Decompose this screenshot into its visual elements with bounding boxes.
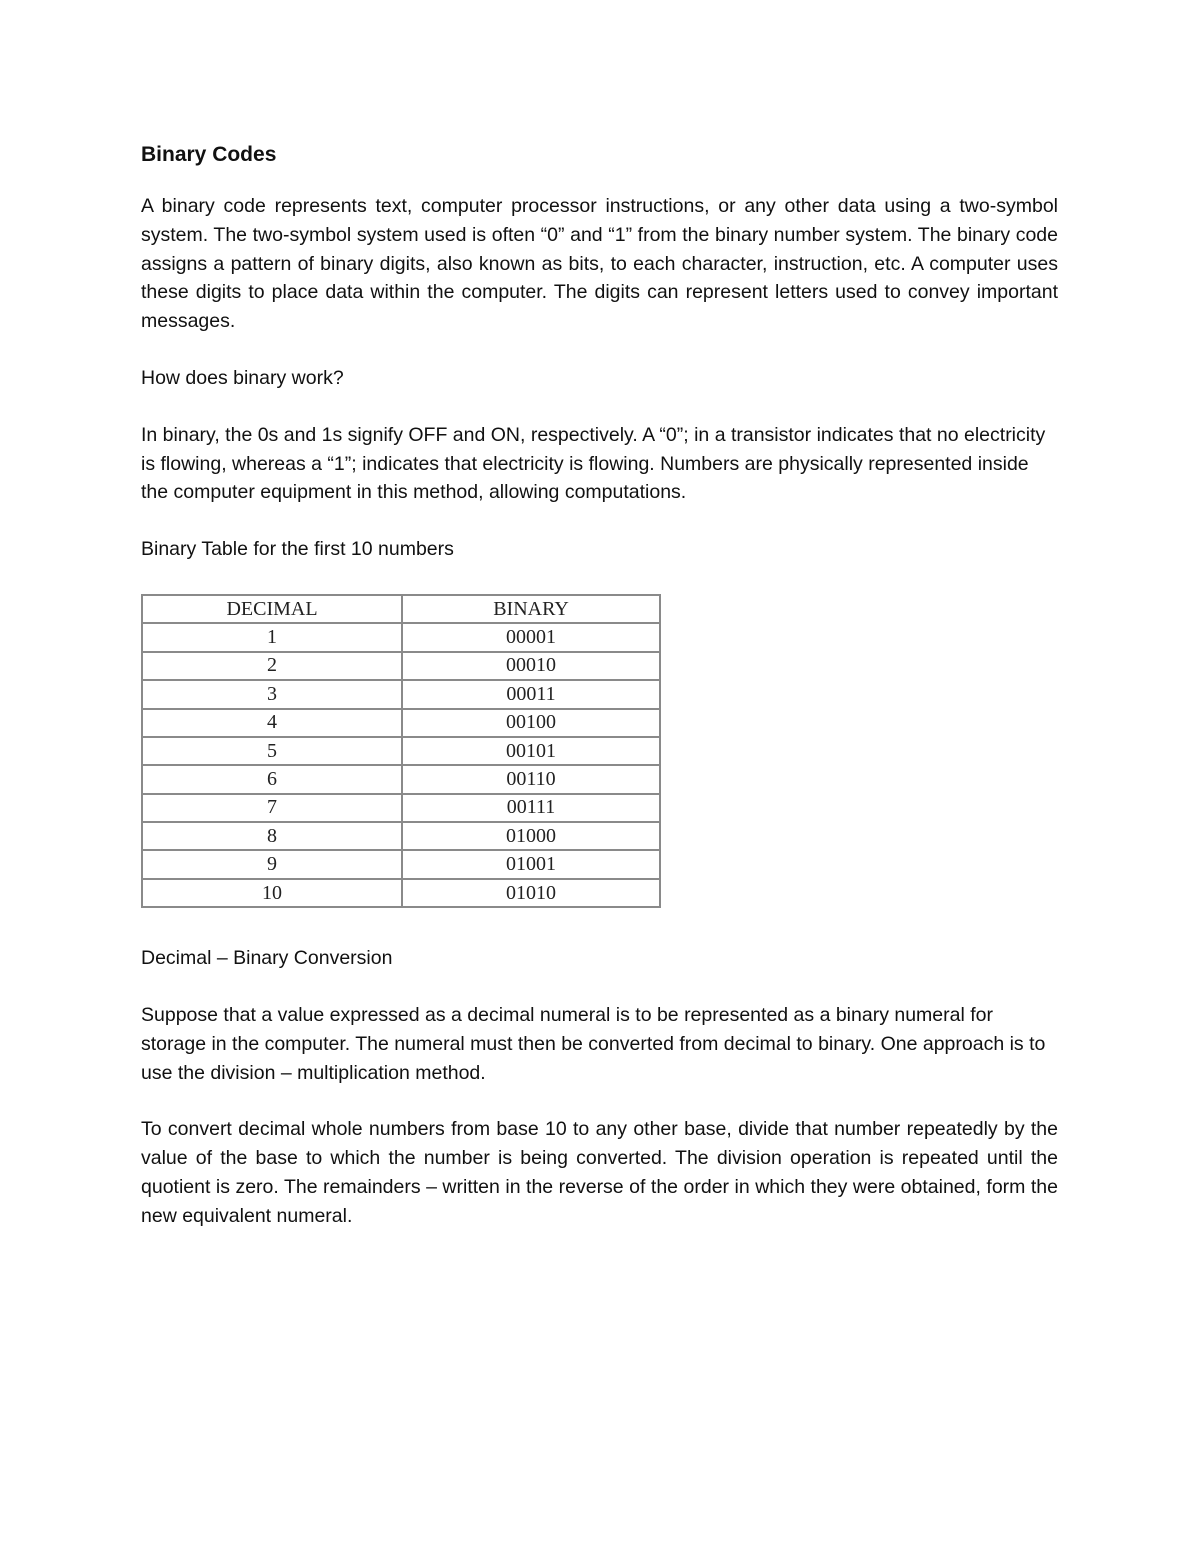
conversion-paragraph-2: To convert decimal whole numbers from base 10 to any other base, divide that number repeatedly by the value of the base to which the number is being converted. The division operation is repeated until the quotient is zero. The remainders – written in the reverse of the order in which they were obtained, form the new equivalent numeral. — [141, 1118, 1058, 1227]
decimal-cell: 4 — [142, 709, 402, 737]
document-title: Binary Codes — [141, 143, 277, 166]
decimal-cell: 7 — [142, 794, 402, 822]
decimal-cell: 6 — [142, 765, 402, 793]
decimal-cell: 3 — [142, 680, 402, 708]
table-header-row — [142, 595, 660, 623]
header-decimal: DECIMAL — [142, 595, 402, 623]
question-heading: How does binary work? — [141, 366, 344, 389]
table-row — [142, 879, 660, 907]
document-page — [141, 140, 1058, 1231]
binary-cell: 00110 — [402, 765, 660, 793]
table-row — [142, 850, 660, 878]
decimal-cell: 1 — [142, 623, 402, 651]
binary-cell: 01010 — [402, 879, 660, 907]
decimal-cell: 8 — [142, 822, 402, 850]
conversion-paragraph-1: Suppose that a value expressed as a decimal numeral is to be represented as a binary numeral for storage in the computer. The numeral must then be converted from decimal to binary. One approach is to use the division – multiplication method. — [141, 1004, 1046, 1084]
table-label: Binary Table for the first 10 numbers — [141, 538, 454, 561]
decimal-cell: 9 — [142, 850, 402, 878]
table-row — [142, 765, 660, 793]
table-row — [142, 737, 660, 765]
binary-cell: 00100 — [402, 709, 660, 737]
table-row — [142, 822, 660, 850]
table-row — [142, 794, 660, 822]
table-row — [142, 680, 660, 708]
decimal-cell: 2 — [142, 652, 402, 680]
binary-cell: 00111 — [402, 794, 660, 822]
table-row — [142, 709, 660, 737]
decimal-cell: 10 — [142, 879, 402, 907]
binary-cell: 01000 — [402, 822, 660, 850]
binary-cell: 00010 — [402, 652, 660, 680]
binary-cell: 01001 — [402, 850, 660, 878]
table-row — [142, 652, 660, 680]
decimal-cell: 5 — [142, 737, 402, 765]
header-binary: BINARY — [402, 595, 660, 623]
intro-paragraph: A binary code represents text, computer processor instructions, or any other data using a two-symbol system. The two-symbol system used is often “0” and “1” from the binary number system. The binary code assigns a pattern of binary digits, also known as bits, to each character, instruction, etc. A computer uses these digits to place data within the computer. The digits can represent letters used to convey important messages. — [141, 195, 1058, 333]
binary-cell: 00001 — [402, 623, 660, 651]
binary-table — [141, 594, 661, 908]
binary-cell: 00101 — [402, 737, 660, 765]
binary-cell: 00011 — [402, 680, 660, 708]
conversion-heading: Decimal – Binary Conversion — [141, 947, 393, 970]
answer-paragraph: In binary, the 0s and 1s signify OFF and ON, respectively. A “0”; in a transistor indicates that no electricity is flowing, whereas a “1”; indicates that electricity is flowing. Numbers are physically represented inside the computer equipment in this method, allowing computations. — [141, 423, 1046, 504]
table-row — [142, 623, 660, 651]
